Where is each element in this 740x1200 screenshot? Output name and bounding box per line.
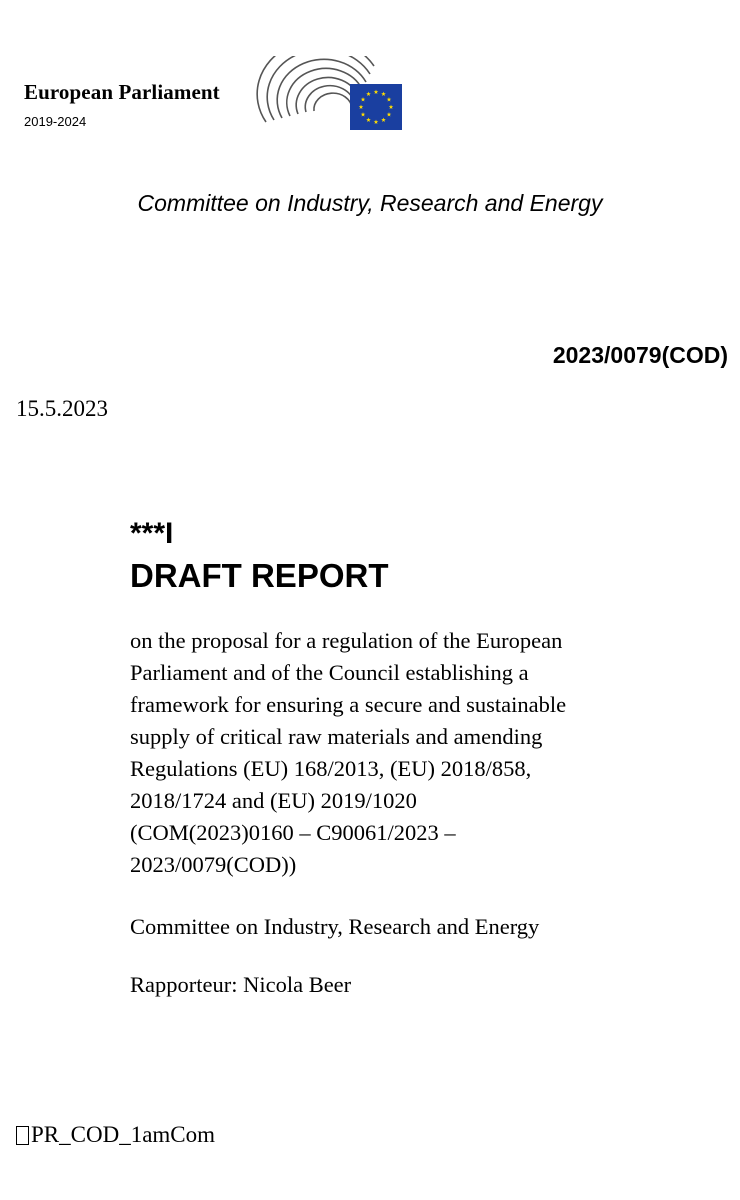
subject-line: on the proposal for a regulation of the European: [130, 628, 563, 653]
procedure-reference: 2023/0079(COD): [552, 342, 728, 368]
subject-line: Regulations (EU) 168/2013, (EU) 2018/858,: [130, 756, 532, 781]
checkbox-glyph-icon: [16, 1126, 29, 1145]
subject-line: 2018/1724 and (EU) 2019/1020: [130, 788, 417, 813]
parliamentary-term: 2019-2024: [24, 114, 87, 129]
document-type-title: DRAFT REPORT: [130, 557, 389, 594]
report-subject: [130, 625, 690, 881]
lead-committee: Committee on Industry, Research and Energy: [130, 914, 540, 939]
subject-line: (COM(2023)0160 – C90061/2023 –: [130, 820, 456, 845]
subject-line: 2023/0079(COD)): [130, 852, 297, 877]
rapporteur: Rapporteur: Nicola Beer: [130, 972, 352, 997]
reading-indicator: ***I: [130, 517, 174, 550]
subject-line: Parliament and of the Council establishing a: [130, 660, 529, 685]
institution-logo-block: [24, 56, 404, 136]
hemicycle-eu-flag-icon: [254, 56, 404, 136]
document-code-text: PR_COD_1amCom: [31, 1122, 216, 1147]
institution-name: European Parliament: [24, 80, 220, 104]
document-date: 15.5.2023: [16, 396, 108, 421]
committee-heading: Committee on Industry, Research and Energy: [137, 190, 603, 216]
report-main-block: [130, 515, 720, 1001]
subject-line: framework for ensuring a secure and sustainable: [130, 692, 567, 717]
document-code: [16, 1122, 215, 1148]
subject-line: supply of critical raw materials and amending: [130, 724, 543, 749]
